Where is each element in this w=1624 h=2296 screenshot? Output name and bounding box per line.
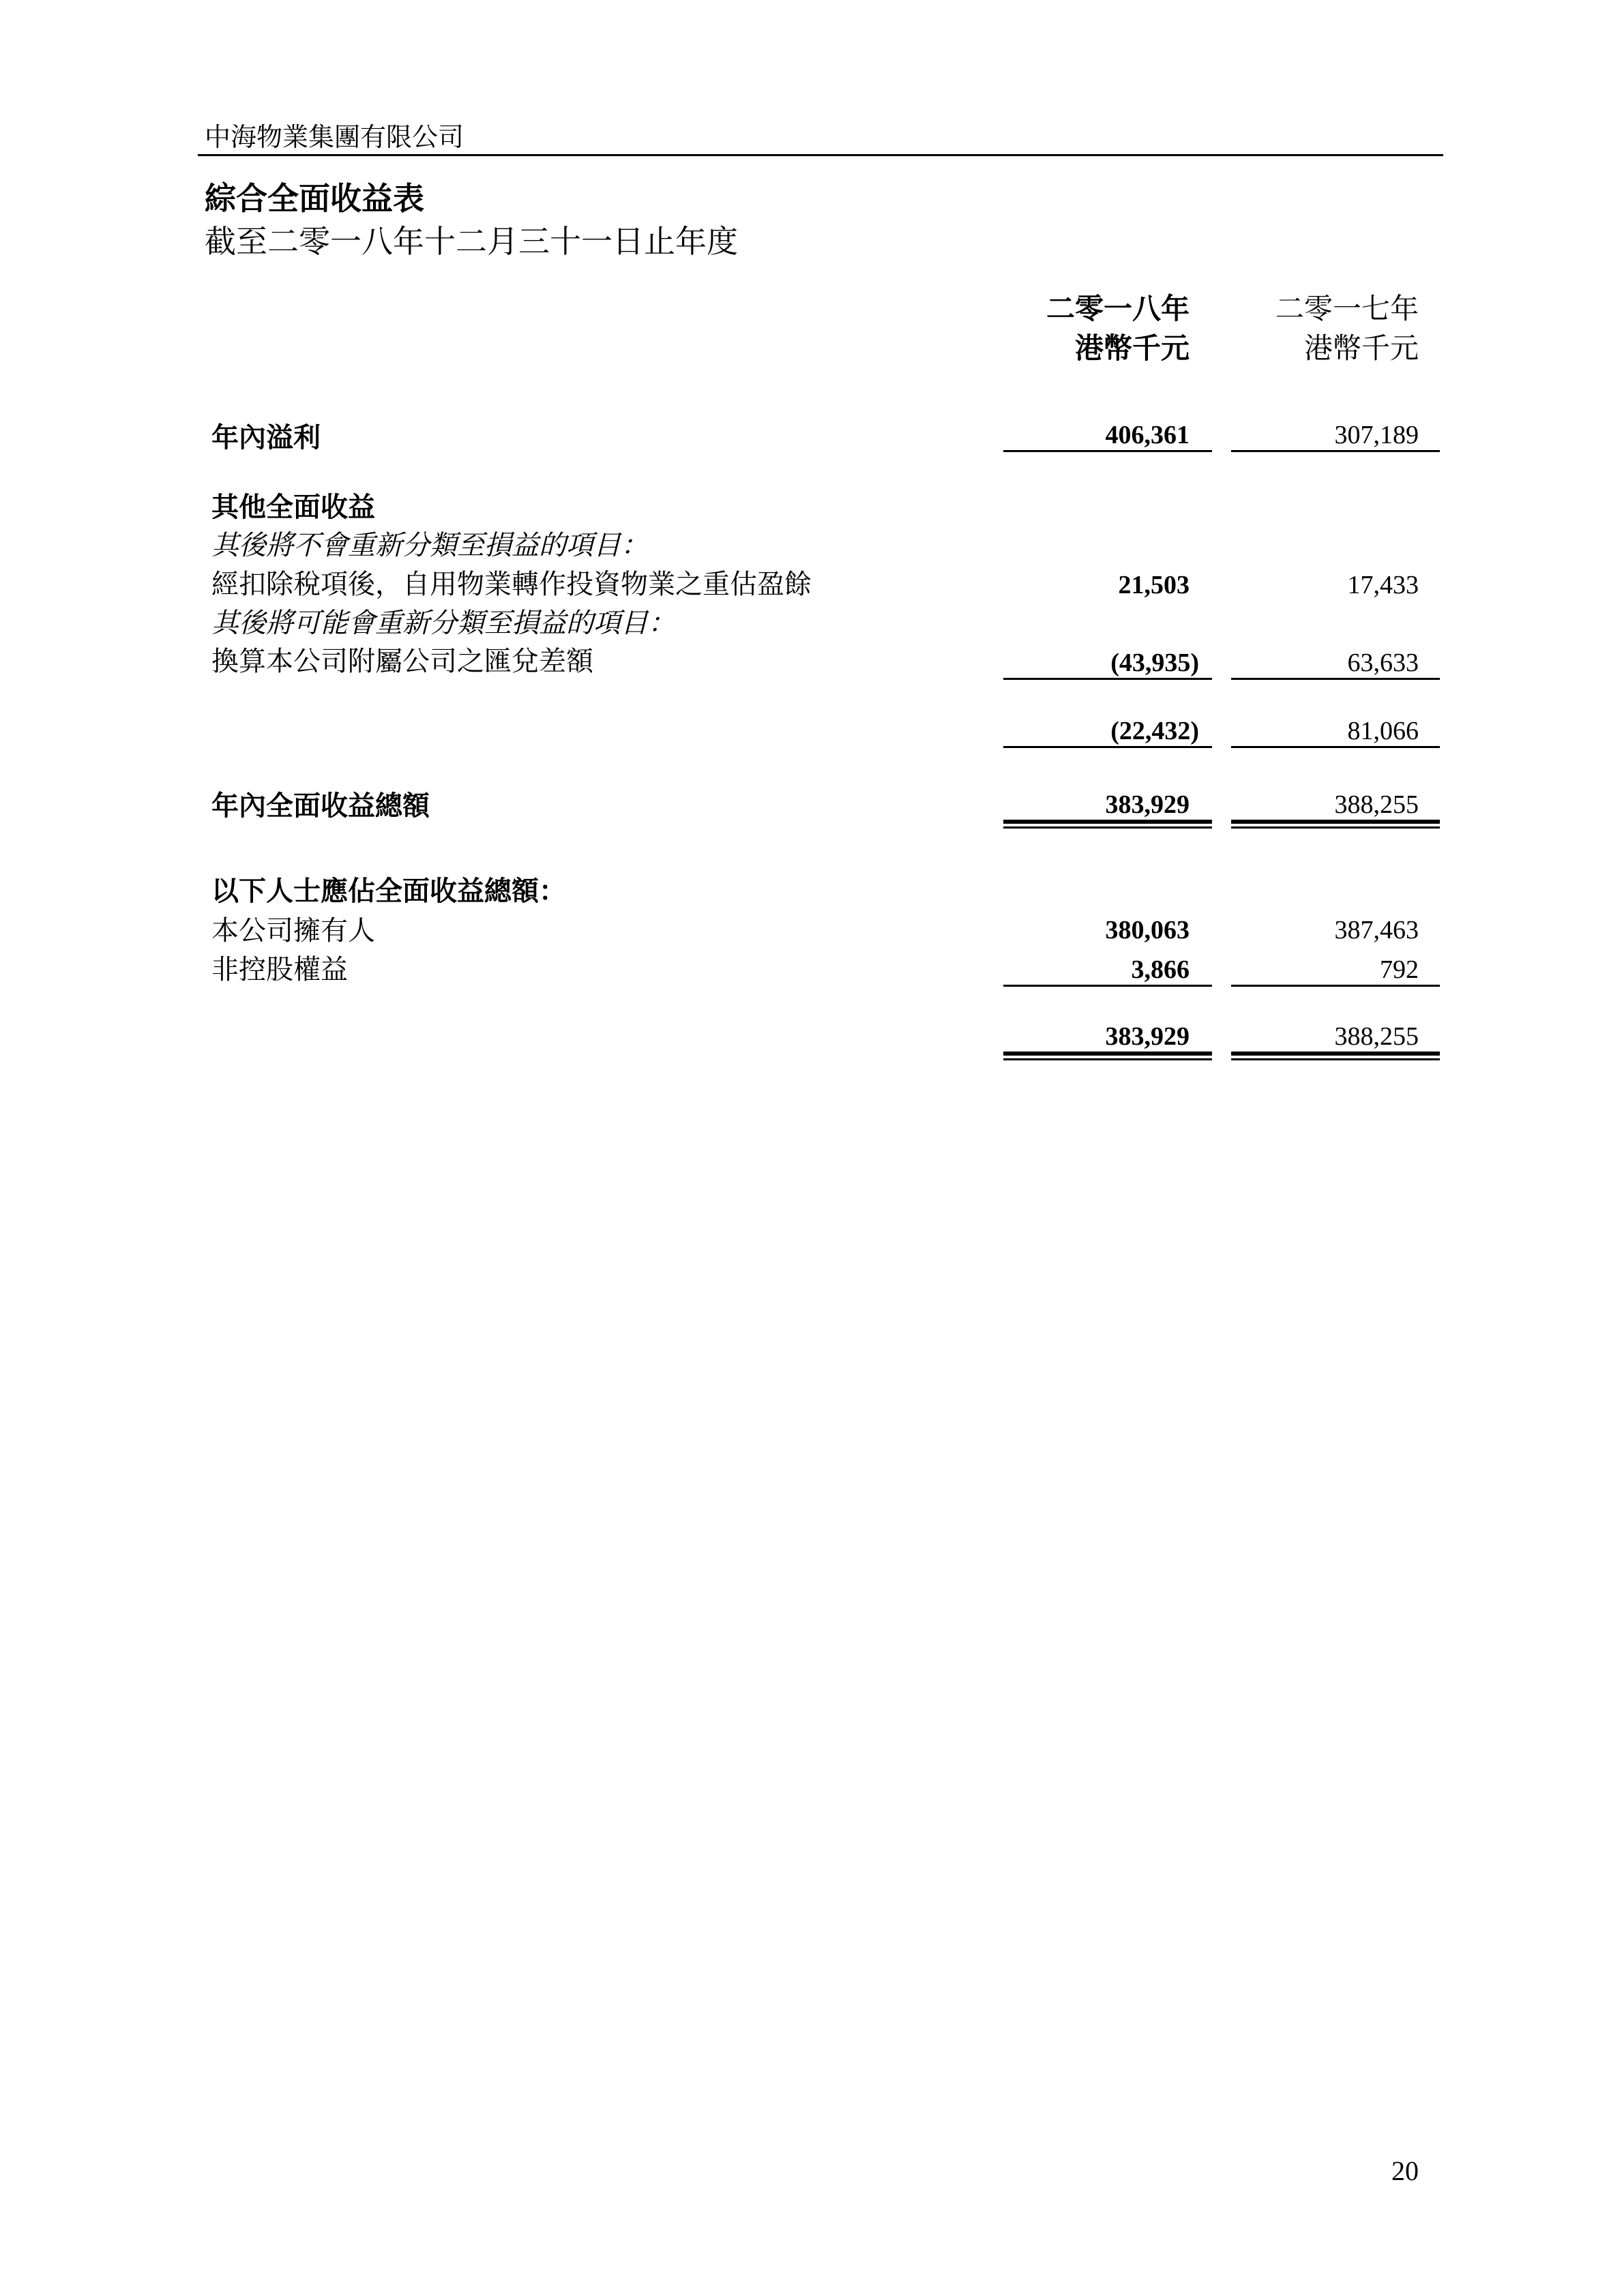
total-ci-label: 年內全面收益總額 [211, 790, 430, 822]
attributable-total-current: 383,929 [1105, 1022, 1190, 1051]
oci-subtotal-prior: 81,066 [1347, 717, 1419, 745]
total-ci-rule-prior-1 [1231, 820, 1440, 824]
profit-rule-prior [1231, 450, 1440, 452]
oci-heading: 其他全面收益 [211, 491, 375, 523]
page-number: 20 [1391, 2156, 1419, 2186]
attributable-total-rule-prior-1 [1231, 1052, 1440, 1056]
exchange-label: 換算本公司附屬公司之匯兌差額 [211, 646, 593, 677]
owners-prior: 387,463 [1334, 916, 1419, 944]
nci-current: 3,866 [1131, 955, 1190, 984]
exchange-rule-current [1003, 678, 1212, 680]
col-current-unit: 港幣千元 [1074, 331, 1190, 365]
nci-prior: 792 [1380, 955, 1419, 984]
oci-subtotal-current: (22,432) [1110, 717, 1199, 745]
statement-period: 截至二零一八年十二月三十一日止年度 [205, 223, 738, 260]
total-ci-prior: 388,255 [1334, 790, 1419, 819]
may-reclass-heading: 其後將可能會重新分類至損益的項目： [211, 608, 675, 639]
profit-prior: 307,189 [1334, 421, 1419, 449]
owners-current: 380,063 [1105, 916, 1190, 944]
attributable-total-rule-prior-2 [1231, 1058, 1440, 1060]
attributable-total-prior: 388,255 [1334, 1022, 1419, 1051]
profit-label: 年內溢利 [211, 421, 321, 453]
not-reclass-heading: 其後將不會重新分類至損益的項目： [211, 530, 648, 561]
col-prior-unit: 港幣千元 [1303, 331, 1419, 365]
total-ci-rule-current-1 [1003, 820, 1212, 824]
attributable-total-rule-current-2 [1003, 1058, 1212, 1060]
revaluation-current: 21,503 [1118, 571, 1190, 599]
statement-title: 綜合全面收益表 [205, 180, 424, 217]
attributable-heading: 以下人士應佔全面收益總額： [211, 875, 566, 907]
header-rule [198, 154, 1443, 156]
total-ci-rule-prior-2 [1231, 826, 1440, 829]
oci-subtotal-rule-prior [1231, 746, 1440, 748]
nci-label: 非控股權益 [211, 954, 348, 985]
nci-rule-prior [1231, 985, 1440, 987]
profit-current: 406,361 [1105, 421, 1190, 449]
profit-rule-current [1003, 450, 1212, 452]
company-name: 中海物業集團有限公司 [205, 122, 464, 152]
revaluation-prior: 17,433 [1347, 571, 1419, 599]
revaluation-label: 經扣除稅項後，自用物業轉作投資物業之重估盈餘 [211, 569, 812, 600]
exchange-prior: 63,633 [1347, 648, 1419, 677]
col-current-year: 二零一八年 [1046, 292, 1190, 325]
nci-rule-current [1003, 985, 1212, 987]
exchange-rule-prior [1231, 678, 1440, 680]
owners-label: 本公司擁有人 [211, 915, 375, 946]
exchange-current: (43,935) [1110, 648, 1199, 677]
attributable-total-rule-current-1 [1003, 1052, 1212, 1056]
total-ci-rule-current-2 [1003, 826, 1212, 829]
oci-subtotal-rule-current [1003, 746, 1212, 748]
total-ci-current: 383,929 [1105, 790, 1190, 819]
col-prior-year: 二零一七年 [1275, 292, 1419, 325]
